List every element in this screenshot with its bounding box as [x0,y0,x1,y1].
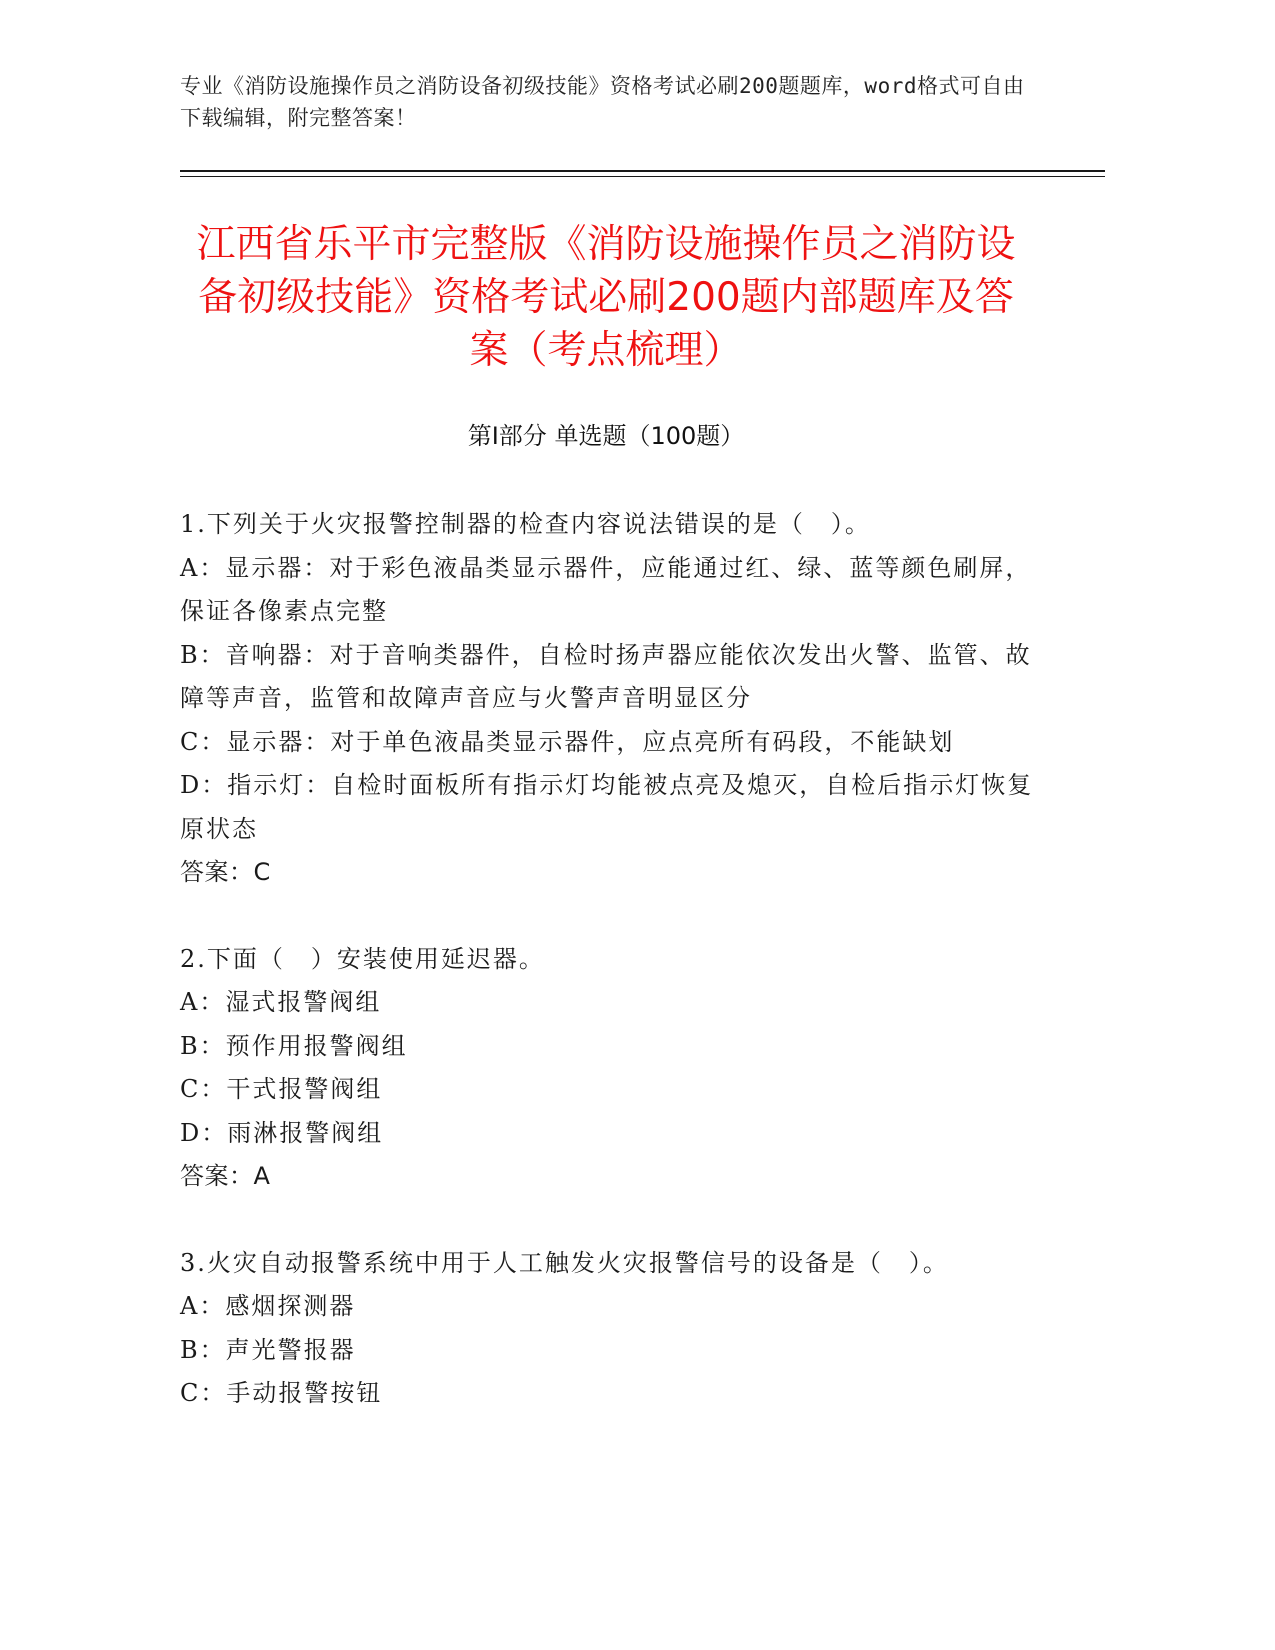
option-a: A：感烟探测器 [180,1292,356,1320]
answer: 答案：C [180,858,271,886]
question-2 [180,938,1040,1199]
question-list [180,503,1040,1459]
option-c: C：手动报警按钮 [180,1379,383,1407]
intro-text: 专业《消防设施操作员之消防设备初级技能》资格考试必刷200题题库，word格式可自由下载编辑，附完整答案！ [180,74,1025,130]
question-stem: 2.下面（ ）安装使用延迟器。 [180,944,545,973]
question-1 [180,503,1040,895]
answer: 答案：A [180,1162,271,1190]
option-c: C：干式报警阀组 [180,1075,383,1103]
header-divider-thin [180,176,1105,177]
header-divider-thick [180,170,1105,172]
option-d: D：雨淋报警阀组 [180,1118,384,1147]
section-heading: 第Ⅰ部分 单选题（100题） [467,422,745,450]
document-title: 江西省乐平市完整版《消防设施操作员之消防设备初级技能》资格考试必刷200题内部题库及答案（考点梳理） [196,222,1016,373]
option-b: B：声光警报器 [180,1335,356,1364]
option-c: C：显示器：对于单色液晶类显示器件，应点亮所有码段，不能缺划 [180,727,955,756]
option-d: D：指示灯：自检时面板所有指示灯均能被点亮及熄灭，自检后指示灯恢复原状态 [180,771,1034,843]
option-b: B：预作用报警阀组 [180,1031,408,1060]
question-stem: 3.火灾自动报警系统中用于人工触发火灾报警信号的设备是（ ）。 [180,1248,949,1277]
option-a: A：湿式报警阀组 [180,988,382,1016]
option-a: A：显示器：对于彩色液晶类显示器件，应能通过红、绿、蓝等颜色刷屏，保证各像素点完整 [180,553,1032,625]
question-3 [180,1242,1040,1416]
question-stem: 1.下列关于火灾报警控制器的检查内容说法错误的是（ ）。 [180,510,871,538]
option-b: B：音响器：对于音响类器件，自检时扬声器应能依次发出火警、监管、故障等声音，监管和故障声音应与火警声音明显区分 [180,640,1032,712]
